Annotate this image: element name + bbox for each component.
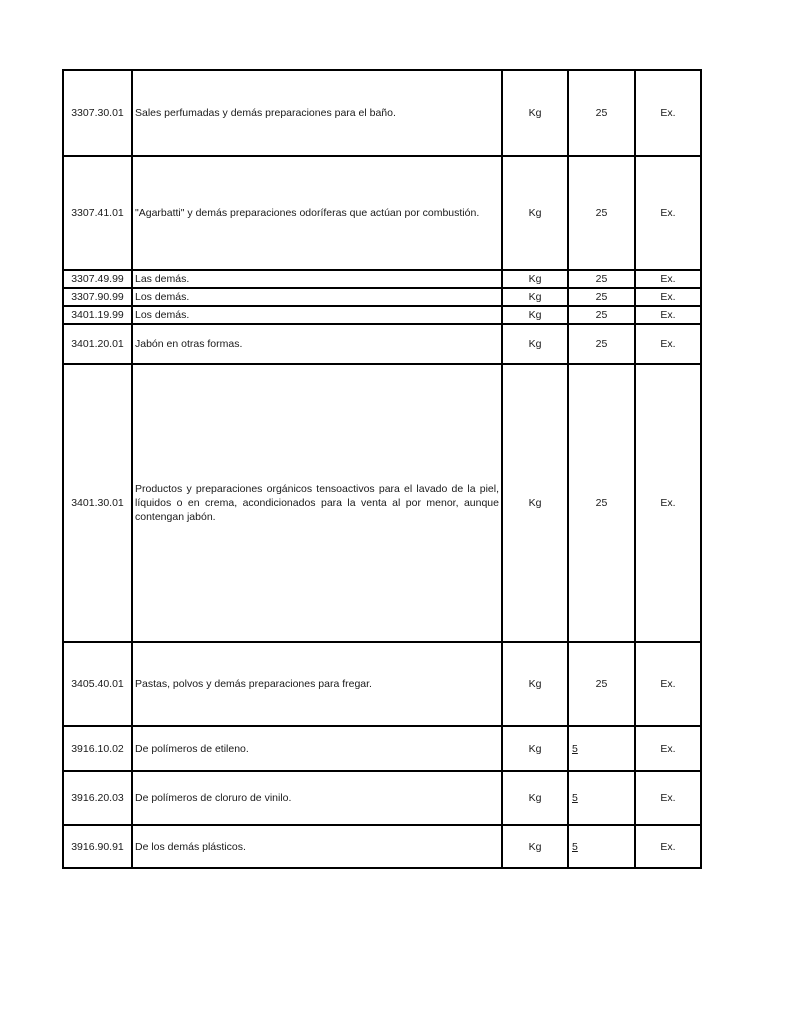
- description-cell: Los demás.: [132, 288, 502, 306]
- rate-cell: [568, 825, 635, 868]
- table-row: [63, 642, 701, 726]
- hs-code-cell: 3405.40.01: [63, 642, 132, 726]
- hs-code-cell: 3401.19.99: [63, 306, 132, 324]
- description-cell: Sales perfumadas y demás preparaciones para el baño.: [132, 70, 502, 156]
- rate-cell: 25: [568, 156, 635, 270]
- table-row: [63, 306, 701, 324]
- table-row: [63, 364, 701, 642]
- unit-cell: Kg: [502, 288, 568, 306]
- unit-cell: Kg: [502, 270, 568, 288]
- hs-code-cell: 3401.20.01: [63, 324, 132, 364]
- hs-code-cell: 3307.30.01: [63, 70, 132, 156]
- unit-cell: Kg: [502, 771, 568, 825]
- unit-cell: Kg: [502, 726, 568, 771]
- hs-code-cell: 3307.49.99: [63, 270, 132, 288]
- rate-cell: 25: [568, 324, 635, 364]
- table-row: [63, 726, 701, 771]
- description-cell: Productos y preparaciones orgánicos tensoactivos para el lavado de la piel, líquidos o en crema, acondicionados para la venta al por menor, aunque contengan jabón.: [132, 364, 502, 642]
- description-cell: Jabón en otras formas.: [132, 324, 502, 364]
- description-cell: Pastas, polvos y demás preparaciones para fregar.: [132, 642, 502, 726]
- description-cell: Las demás.: [132, 270, 502, 288]
- ex-cell: Ex.: [635, 156, 701, 270]
- unit-cell: Kg: [502, 324, 568, 364]
- rate-cell: [568, 726, 635, 771]
- unit-cell: Kg: [502, 642, 568, 726]
- underlined-rate-value: 5: [572, 742, 578, 755]
- description-cell: "Agarbatti" y demás preparaciones odoríferas que actúan por combustión.: [132, 156, 502, 270]
- unit-cell: Kg: [502, 156, 568, 270]
- table-row: [63, 156, 701, 270]
- unit-cell: Kg: [502, 306, 568, 324]
- underlined-rate-value: 5: [572, 792, 578, 804]
- hs-code-cell: 3307.41.01: [63, 156, 132, 270]
- table-row: [63, 270, 701, 288]
- ex-cell: Ex.: [635, 825, 701, 868]
- table-row: [63, 324, 701, 364]
- table-row: [63, 825, 701, 868]
- unit-cell: Kg: [502, 70, 568, 156]
- ex-cell: Ex.: [635, 726, 701, 771]
- ex-cell: Ex.: [635, 70, 701, 156]
- table-row: [63, 288, 701, 306]
- table-row: [63, 70, 701, 156]
- hs-code-cell: 3916.10.02: [63, 726, 132, 771]
- rate-cell: 25: [568, 306, 635, 324]
- rate-cell: 25: [568, 642, 635, 726]
- ex-cell: Ex.: [635, 288, 701, 306]
- rate-cell: 25: [568, 288, 635, 306]
- ex-cell: Ex.: [635, 324, 701, 364]
- rate-cell: 25: [568, 270, 635, 288]
- rate-cell: 25: [568, 364, 635, 642]
- hs-code-cell: 3916.90.91: [63, 825, 132, 868]
- description-cell: De los demás plásticos.: [132, 825, 502, 868]
- hs-code-cell: 3307.90.99: [63, 288, 132, 306]
- hs-code-cell: 3401.30.01: [63, 364, 132, 642]
- unit-cell: Kg: [502, 825, 568, 868]
- ex-cell: Ex.: [635, 642, 701, 726]
- rate-cell: 25: [568, 70, 635, 156]
- hs-code-cell: 3916.20.03: [63, 771, 132, 825]
- underlined-rate-value: 5: [572, 840, 578, 853]
- ex-cell: Ex.: [635, 771, 701, 825]
- ex-cell: Ex.: [635, 364, 701, 642]
- table-row: [63, 771, 701, 825]
- description-cell: De polímeros de cloruro de vinilo.: [132, 771, 502, 825]
- rate-cell: [568, 771, 635, 825]
- description-cell: De polímeros de etileno.: [132, 726, 502, 771]
- unit-cell: Kg: [502, 364, 568, 642]
- description-cell: Los demás.: [132, 306, 502, 324]
- tariff-table: [62, 69, 702, 869]
- ex-cell: Ex.: [635, 306, 701, 324]
- ex-cell: Ex.: [635, 270, 701, 288]
